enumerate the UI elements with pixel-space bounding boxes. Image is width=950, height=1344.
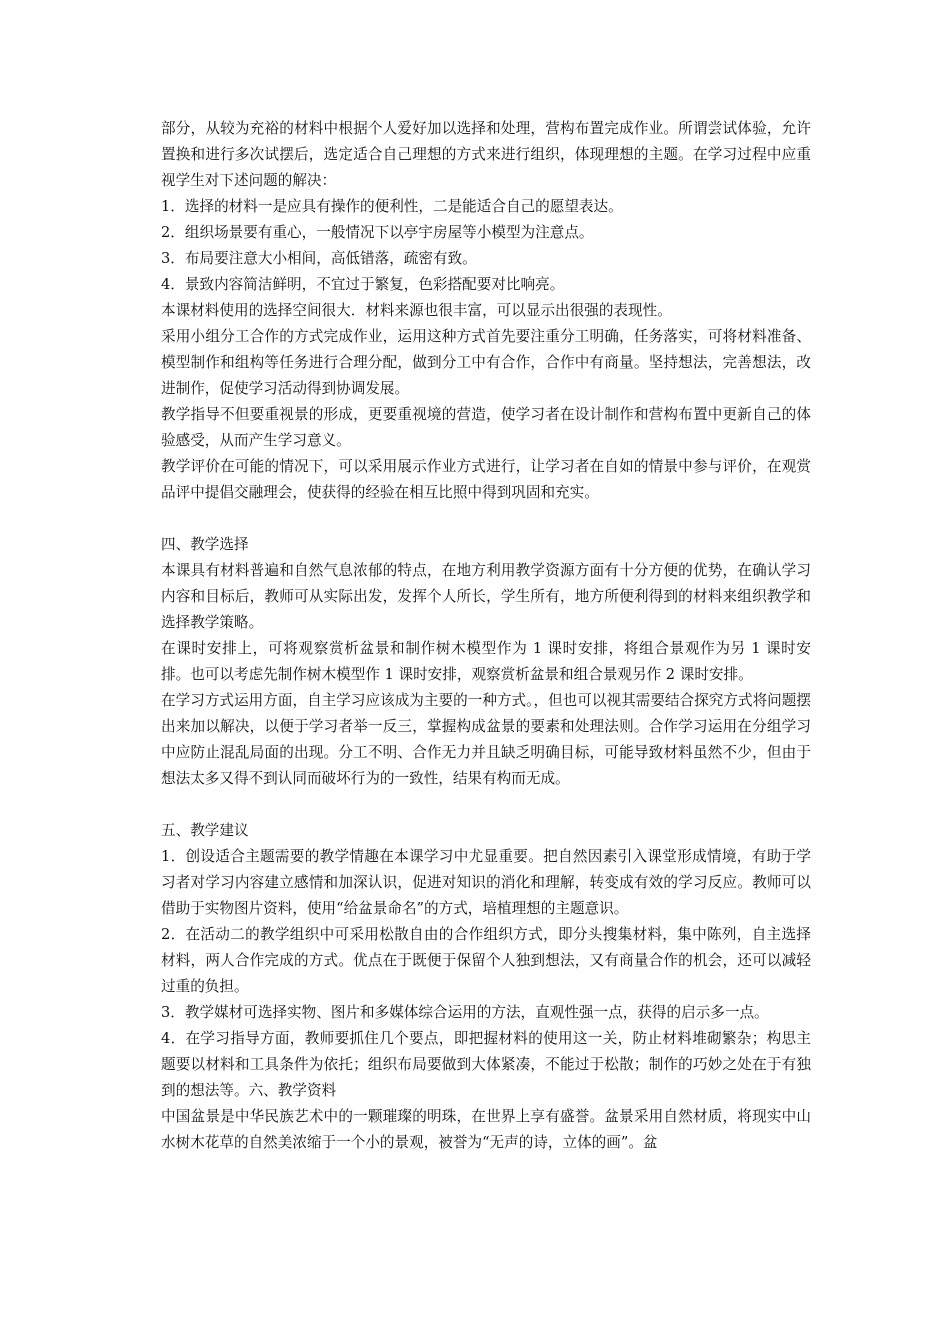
paragraph-selection-intro: 本课具有材料普遍和自然气息浓郁的特点，在地方利用教学资源方面有十分方便的优势，在确认学习内容和目标后，教师可从实际出发，发挥个人所长，学生所有，地方所便利得到的材料来组织教学和选择教学策略。 <box>161 562 811 631</box>
list-item-3: 3．布局要注意大小相间，高低错落，疏密有致。 <box>161 250 477 267</box>
blank-line <box>161 506 811 532</box>
paragraph-lesson-schedule: 在课时安排上，可将观察赏析盆景和制作树木模型作为 1 课时安排，将组合景观作为另 1 课时安排。也可以考虑先制作树木模型作 1 课时安排，观察赏析盆景和组合景观另作 2 课时安排。 <box>161 640 811 683</box>
paragraph-bonsai-intro: 中国盆景是中华民族艺术中的一颗璀璨的明珠，在世界上享有盛誉。盆景采用自然材质，将现实中山水树木花草的自然美浓缩于一个小的景观，被誉为“无声的诗，立体的画”。盆 <box>161 1108 811 1151</box>
section-heading-5: 五、教学建议 <box>161 822 249 839</box>
paragraph-teaching-evaluation: 教学评价在可能的情况下，可以采用展示作业方式进行，让学习者在自如的情景中参与评价，在观赏品评中提倡交融理会，使获得的经验在相互比照中得到巩固和充实。 <box>161 458 811 501</box>
paragraph-group-work: 采用小组分工合作的方式完成作业，运用这种方式首先要注重分工明确，任务落实，可将材料准备、模型制作和组构等任务进行合理分配，做到分工中有合作，合作中有商量。坚持想法，完善想法，改进制作，促使学习活动得到协调发展。 <box>161 328 811 397</box>
paragraph-intro-continued: 部分，从较为充裕的材料中根据个人爱好加以选择和处理，营构布置完成作业。所谓尝试体验，允许置换和进行多次试摆后，选定适合自己理想的方式来进行组织，体现理想的主题。在学习过程中应重视学生对下述问题的解决： <box>161 120 811 189</box>
list-item-1: 1．选择的材料一是应具有操作的便利性，二是能适合自己的愿望表达。 <box>161 198 623 215</box>
paragraph-teaching-guidance: 教学指导不但要重视景的形成，更要重视境的营造，使学习者在设计制作和营构布置中更新自己的体验感受，从而产生学习意义。 <box>161 406 811 449</box>
paragraph-learning-methods: 在学习方式运用方面，自主学习应该成为主要的一种方式。，但也可以视其需要结合探究方式将问题摆出来加以解决，以便于学习者举一反三，掌握构成盆景的要素和处理法则。合作学习运用在分组学习中应防止混乱局面的出现。分工不明、合作无力并且缺乏明确目标，可能导致材料虽然不少，但由于想法太多又得不到认同而破坏行为的一致性，结果有构而无成。 <box>161 692 811 787</box>
suggestion-item-2: 2．在活动二的教学组织中可采用松散自由的合作组织方式，即分头搜集材料，集中陈列，自主选择材料，两人合作完成的方式。优点在于既便于保留个人独到想法，又有商量合作的机会，还可以减轻过重的负担。 <box>161 926 811 995</box>
suggestion-item-4: 4．在学习指导方面，教师要抓住几个要点，即把握材料的使用这一关，防止材料堆砌繁杂；构思主题要以材料和工具条件为依托；组织布局要做到大体紧凑，不能过于松散；制作的巧妙之处在于有独到的想法等。六、教学资料 <box>161 1030 811 1099</box>
paragraph-material-space: 本课材料使用的选择空间很大．材料来源也很丰富，可以显示出很强的表现性。 <box>161 302 672 319</box>
list-item-2: 2．组织场景要有重心，一般情况下以亭宇房屋等小模型为注意点。 <box>161 224 594 241</box>
blank-line <box>161 792 811 818</box>
section-heading-4: 四、教学选择 <box>161 536 249 553</box>
document-body <box>161 116 811 1156</box>
suggestion-item-3: 3．教学媒材可选择实物、图片和多媒体综合运用的方法，直观性强一点，获得的启示多一点。 <box>161 1004 769 1021</box>
suggestion-item-1: 1．创设适合主题需要的教学情趣在本课学习中尤显重要。把自然因素引入课堂形成情境，有助于学习者对学习内容建立感情和加深认识，促进对知识的消化和理解，转变成有效的学习反应。教师可以借助于实物图片资料，使用“给盆景命名”的方式，培植理想的主题意识。 <box>161 848 811 917</box>
list-item-4: 4．景致内容简洁鲜明，不宜过于繁复，色彩搭配要对比响亮。 <box>161 276 565 293</box>
